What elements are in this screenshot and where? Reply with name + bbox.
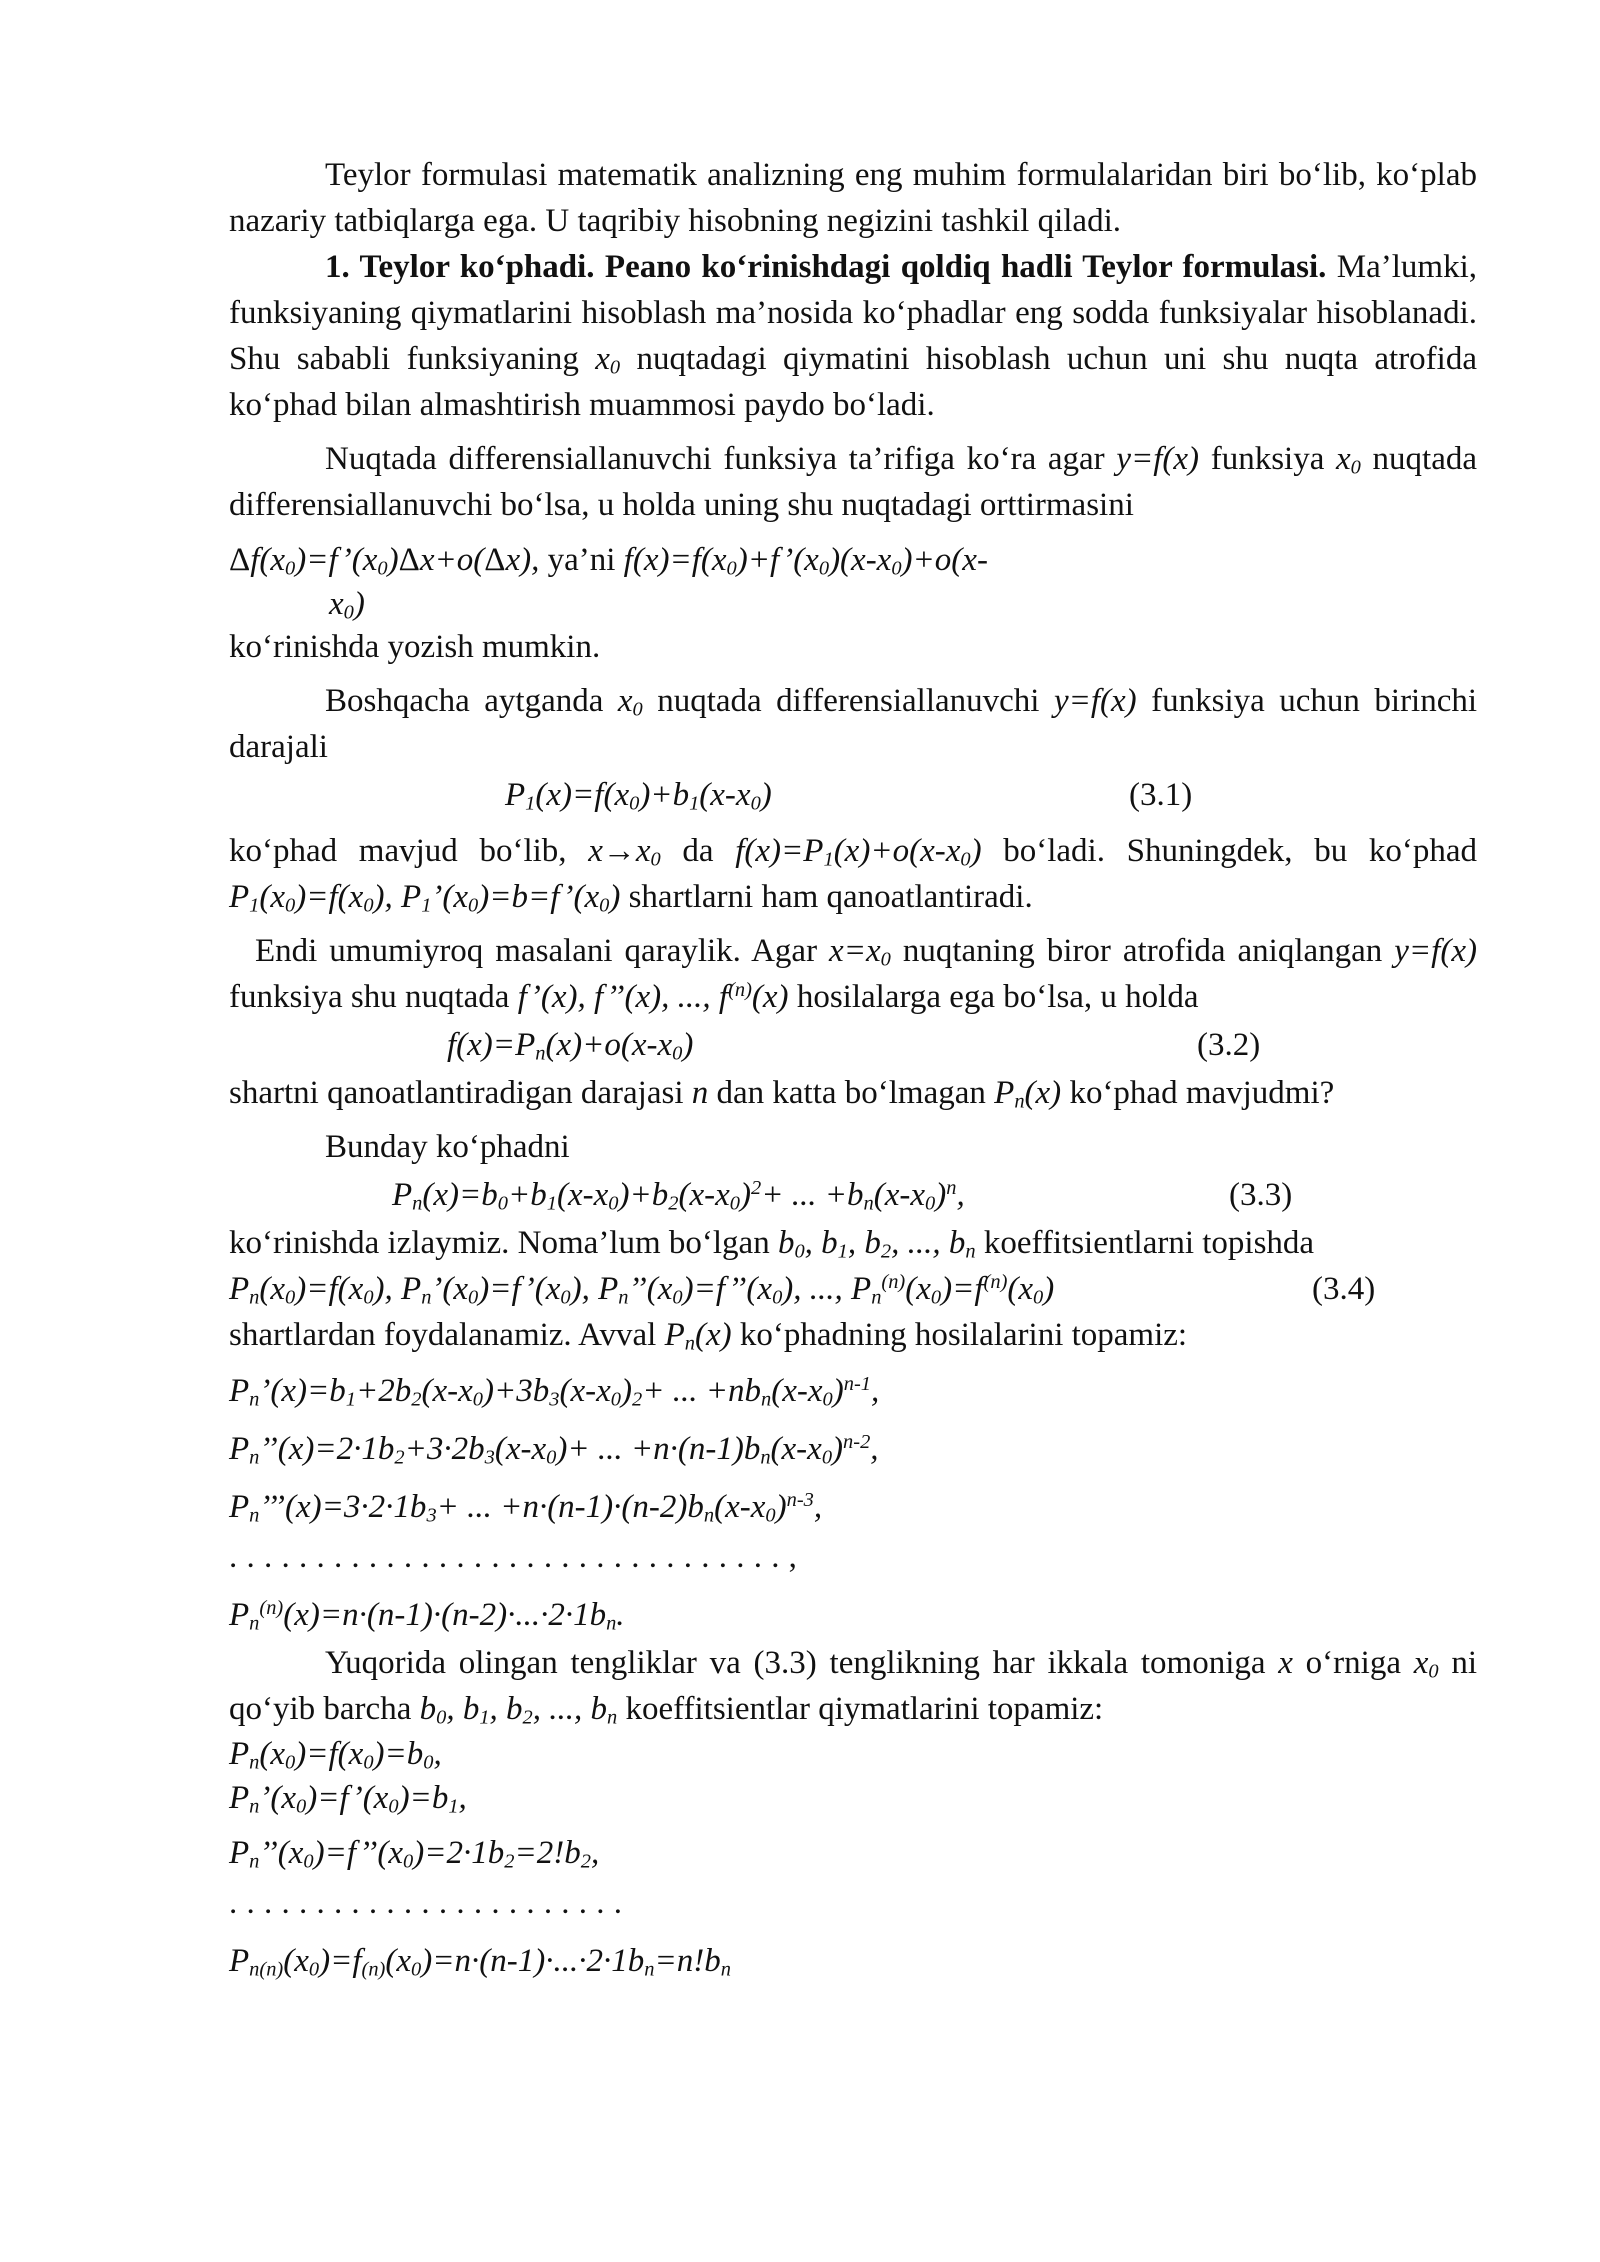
equation-3-1 [229,770,1477,820]
equation-3-3 [229,1170,1477,1220]
math-pn-d2: $P_n’’(x)=2\cdot 1b_2+3\cdot 2b_3(x-x_0)+$ ... $+n\cdot(n-1)b_n(x-x_0)^{n-2}$, [229,1430,879,1469]
math-x: x [1278,1645,1293,1681]
text-shu-nuqtada: funksiya shu nuqtada [229,979,510,1015]
text-diff: nuqtada differensiallanuvchi [657,683,1040,719]
text-boladi: bo‘ladi. Shuningdek, bu ko‘phad [1003,833,1478,869]
math-p1: $P_1(x)=f(x_0)+b_1(x-x_0)$ [505,777,772,815]
text-malumki: Ma’lumki, funksiyaning qiymatlarini hisoblash ma’nosida ko‘phadlar eng sodda funksiyalar hisoblanadi. Shu sababli funksiyaning [229,249,1477,377]
document-page [229,152,1477,1986]
equation-nth-derivative [229,1590,1477,1640]
text-endi: Endi umumiyroq masalani qaraylik. Agar [255,933,818,969]
text-hosilalar: hosilalarga ega bo‘lsa, u holda [796,979,1199,1015]
text-atrofida: nuqtaning biror atrofida aniqlangan [902,933,1383,969]
math-taylor1-end: $x_0$) [329,586,365,624]
equation-third-derivative [229,1482,1477,1532]
paragraph-korinishda [229,624,1477,670]
text-funksiya: funksiya [1210,441,1325,477]
text-nuqtada: Nuqtada differensiallanuvchi funksiya ta’rifiga ko‘ra agar [325,441,1105,477]
text-orniga: o‘rniga [1305,1645,1401,1681]
text-birinchi: funksiya uchun birinchi darajali [229,683,1478,765]
equation-3-2 [229,1020,1477,1070]
ellipsis-row: ................................, [229,1539,807,1575]
math-yfx: y=f(x) [1116,441,1200,477]
text-hosilalarini: ko‘phadning hosilalarini topamiz: [739,1317,1188,1353]
text-da: da [682,833,714,869]
text-topishda: koeffitsientlarni topishda [983,1225,1315,1261]
paragraph-foydalanamiz [229,1312,1477,1358]
math-x-eq-x0: $x=x_0$ [829,933,891,971]
math-pn-expansion: $P_n(x)=b_0+b_1(x-x_0)+b_2(x-x_0)^2+$ ... $+b_n(x-x_0)^n$, [392,1176,965,1215]
paragraph-differentiable [229,436,1477,528]
equation-number: (3.1) [1129,777,1193,813]
text-korinishda: ko‘rinishda yozish mumkin. [229,629,601,665]
math-x0: $x_0$ [1413,1645,1439,1683]
math-fx-pn: $f(x)=P_n(x)+o(x-x_0)$ [447,1027,694,1065]
text-intro: Teylor formulasi matematik analizning eng muhim formulalaridan biri bo‘lib, ko‘plab nazariy tatbiqlarga ega. U taqribiy hisobning negizini tashkil qiladi. [229,157,1477,239]
math-bn: $P_{n(n)}(x_0)=f_{(n)}(x_0)=n\cdot(n-1)\cdot...\cdot 2\cdot 1b_n=n!b_n$ [229,1943,731,1981]
equation-3-4 [229,1266,1477,1312]
equation-increment [229,536,1477,624]
math-p1-conditions: $P_1(x_0)=f(x_0)$, $P_1’(x_0)=b=f’(x_0)$ [229,879,621,917]
paragraph-after-3-1 [229,828,1477,920]
math-yfx: y=f(x) [1053,683,1137,719]
math-pn: $P_n(x)$ [994,1075,1062,1113]
math-n: n [691,1075,709,1111]
equation-second-derivative [229,1424,1477,1474]
equation-b2 [229,1828,1477,1878]
math-x0: $x_0$ [595,341,621,379]
text-foydalanamiz: shartlardan foydalanamiz. Avval [229,1317,657,1353]
paragraph-intro [229,152,1477,244]
section-heading: 1. Teylor ko‘phadi. Peano ko‘rinishdagi qoldiq hadli Teylor formulasi. [325,249,1327,285]
math-pn-d3: $P_n’’’(x)=3\cdot 2\cdot 1b_3+$ ... $+n\cdot(n-1)\cdot(n-2)b_n(x-x_0)^{n-3}$, [229,1488,823,1527]
equation-number: (3.2) [1197,1027,1261,1063]
math-b2: $P_n’’(x_0)=f’’(x_0)=2\cdot 1b_2=2!b_2$, [229,1835,600,1873]
math-x0: $x_0$ [617,683,643,721]
text-orttirma: nuqtada differensiallanuvchi bo‘lsa, u holda uning shu nuqtadagi orttirmasini [229,441,1478,523]
text-dan-katta: dan katta bo‘lmagan [716,1075,986,1111]
paragraph-endi [229,928,1477,1020]
equation-b0 [229,1732,1477,1776]
math-coefficients: $b_0$, $b_1$, $b_2$, ..., $b_n$ [777,1225,976,1263]
math-limit: $x\to x_0$ [588,833,661,871]
text-yuqorida: Yuqorida olingan tengliklar va (3.3) tenglikning har ikkala tomoniga [325,1645,1266,1681]
paragraph-izlaymiz [229,1220,1477,1266]
equation-number: (3.3) [1229,1177,1293,1213]
paragraph-yuqorida [229,1640,1477,1732]
ellipsis-row: ....................... [229,1885,632,1921]
math-taylor1: $f(x)=f(x_0)+f’(x_0)(x-x_0)+o(x-$ [623,542,988,580]
math-pn-dn: $P_n^{(n)}(x)=n\cdot(n-1)\cdot(n-2)\cdot...\cdot 2\cdot 1b_n$. [229,1596,625,1635]
text-izlaymiz: ko‘rinishda izlaymiz. Noma’lum bo‘lgan [229,1225,770,1261]
equation-number: (3.4) [1312,1271,1376,1307]
text-kophad: ko‘phad mavjud bo‘lib, [229,833,567,869]
math-derivatives: f’(x), f’’(x), ..., $f^{(n)}(x)$ [517,978,789,1015]
text-boshqacha: Boshqacha aytganda [325,683,604,719]
math-x0: $x_0$ [1336,441,1361,479]
math-b0: $P_n(x_0)=f(x_0)=b_0$, [229,1736,442,1774]
paragraph-shartni [229,1070,1477,1116]
math-pn-conditions: $P_n(x_0)=f(x_0)$, $P_n’(x_0)=f’(x_0)$, $P_n’’(x_0)=f’’(x_0)$, ..., $P_n^{(n)}(x_0)=f^{(n)}(x_0)$ [229,1270,1055,1309]
text-shartlarni: shartlarni ham qanoatlantiradi. [628,879,1033,915]
math-pn-d1: $P_n’(x)=b_1+2b_2(x-x_0)+3b_3(x-x_0)_2+$ ... $+nb_n(x-x_0)^{n-1}$, [229,1372,880,1411]
math-increment: $\Delta f(x_0)=f’(x_0)\Delta x+o(\Delta x)$, [229,542,540,580]
text-topamiz: koeffitsientlar qiymatlarini topamiz: [625,1691,1104,1727]
math-fx-p1: $f(x)=P_1(x)+o(x-x_0)$ [735,833,982,871]
equation-bn [229,1936,1477,1986]
paragraph-bunday [229,1124,1477,1170]
paragraph-boshqacha [229,678,1477,770]
equation-first-derivative [229,1366,1477,1416]
text-shartni: shartni qanoatlantiradigan darajasi [229,1075,684,1111]
text-bunday: Bunday ko‘phadni [325,1129,570,1165]
math-coefficients: $b_0$, $b_1$, $b_2$, ..., $b_n$ [419,1691,618,1729]
text-qoyib: ni qo‘yib barcha [229,1645,1478,1727]
text-yani: ya’ni [547,542,616,578]
math-b1: $P_n’(x_0)=f’(x_0)=b_1$, [229,1780,467,1818]
math-yfx: y=f(x) [1394,933,1477,969]
paragraph-section [229,244,1477,428]
math-pn: $P_n(x)$ [664,1317,732,1355]
text-mavjudmi: ko‘phad mavjudmi? [1069,1075,1335,1111]
equation-b1 [229,1776,1477,1820]
text-malumki-end: nuqtadagi qiymatini hisoblash uchun uni shu nuqta atrofida ko‘phad bilan almashtirish muammosi paydo bo‘ladi. [229,341,1477,423]
